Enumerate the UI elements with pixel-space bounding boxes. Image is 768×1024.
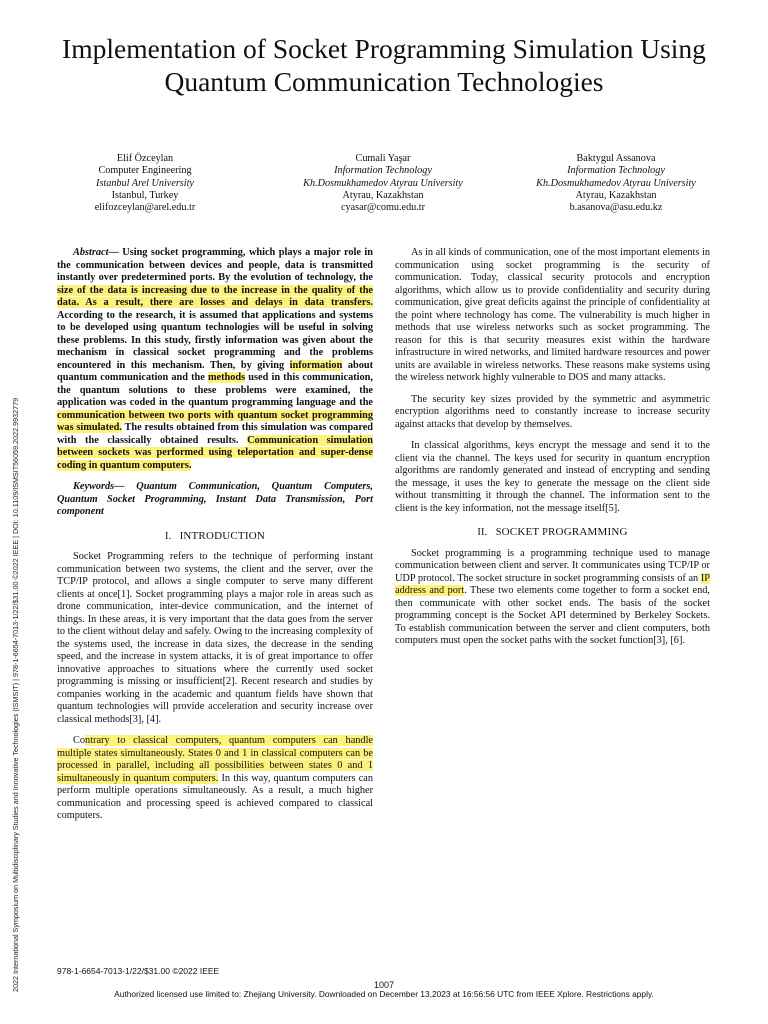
author-name: Elif Özceylan xyxy=(116,153,174,164)
author-name: Baktygul Assanova xyxy=(576,153,656,164)
paragraph: As in all kinds of communication, one of the most important elements in communication using socket programming is the security of communication. Today, classical security protocols and encryption algorithms, which allow us to provide confidentiality and security during communication, give great deficits against the principle of confidentiality at the point where technology has come. The vulnerability is much higher in methods that use wireless networks such as socket programming. The reason for this is that security measures exist within the hardware infrastructure in wired networks, and limited hardware resources and power units are available in wireless networks. These reasons make systems using the wireless network highly vulnerable to DOS and many attacks. xyxy=(395,247,710,383)
highlight: methods xyxy=(207,372,246,383)
paragraph: Socket programming is a programming technique used to manage communication between client and server. It communicates using TCP/IP or UDP protocol. The socket structure in socket programming consists of an IP address and port. These two elements come together to form a socket end, then communicate with other socket ends. The basis of the socket programming concept is the Socket API determined by Berkeley Sockets. To establish communication between the server and client computers, both computers must open the socket paths with the socket function[3], [6]. xyxy=(395,547,710,646)
highlight: size of the data is increasing due to the increase in the quality of the data. As a result, there are losses and delays in data transfers. xyxy=(57,284,373,308)
highlight: ntrary to classical computers, quantum computers can handle multiple states simultaneously. States 0 and 1 in classical computers can be processed in parallel, including all possibilities between states 0 and 1 simultaneously in quantum computers. xyxy=(57,735,373,784)
left-column xyxy=(57,247,373,832)
author-university: Kh.Dosmukhamedov Atyrau University xyxy=(303,177,463,189)
paragraph: The security key sizes provided by the symmetric and asymmetric encryption algorithms need to constantly increase to increase security against attacks that develop by themselves. xyxy=(395,393,710,430)
conference-sidebar: 2022 International Symposium on Multidisciplinary Studies and Innovative Technologies (ISMSIT) | 978-1-6654-7013-1/22/$31.00 ©2022 IEEE | DOI: 10.1109/ISMSIT56059.2022.9932779 xyxy=(11,397,20,992)
keywords: Keywords— Quantum Communication, Quantum Computers, Quantum Socket Programming, Instant Data Transmission, Port component xyxy=(57,481,373,517)
license-notice: Authorized licensed use limited to: Zhejiang University. Downloaded on December 13,2023 at 16:56:56 UTC from IEEE Xplore. Restrictions apply. xyxy=(114,989,654,999)
author-block-2 xyxy=(287,153,479,214)
page-number: 1007 xyxy=(373,980,395,990)
author-city: Atyrau, Kazakhstan xyxy=(575,189,657,201)
author-email: elifozceylan@arel.edu.tr xyxy=(94,202,196,214)
highlight: information xyxy=(289,359,343,371)
author-university: Kh.Dosmukhamedov Atyrau University xyxy=(536,177,696,189)
paper-title: Implementation of Socket Programming Simulation Using Quantum Communication Technologies xyxy=(62,33,706,97)
author-block-3 xyxy=(520,153,712,214)
author-dept: Computer Engineering xyxy=(98,165,192,177)
footer-isbn: 978-1-6654-7013-1/22/$31.00 ©2022 IEEE xyxy=(57,966,220,976)
author-name: Cumali Yaşar xyxy=(355,153,411,164)
highlight: IP address and port xyxy=(395,572,710,596)
author-email: cyasar@comu.edu.tr xyxy=(340,202,426,214)
paragraph: Socket Programming refers to the technique of performing instant communication between two systems, the client and the server, over the TCP/IP protocol, and allows a single computer to serve many different clients at once[1]. Socket programming plays a major role in areas such as drone communication, inter-device communication, and the internet of things. In these areas, it is very important that the data goes from the server to the client without delay and safely. Owing to the increasing complexity of the systems used, the increase in data sizes, the decrease in the sending speed, and the increase in system attacks, it is of great importance to offer innovative approaches to situations where the currently used socket programming is missing or insufficient[2]. Recent research and studies by companies working in the academic and quantum fields have shown that quantum technologies will provide acceleration and security increase over classical methods[3], [4]. xyxy=(57,551,373,725)
paragraph: Contrary to classical computers, quantum computers can handle multiple states simultaneously. States 0 and 1 in classical computers can be processed in parallel, including all possibilities between states 0 and 1 simultaneously in quantum computers. In this way, quantum computers can perform multiple operations simultaneously. As a result, a much higher communication and processing speed is achieved compared to classical computers. xyxy=(57,735,373,821)
author-city: Istanbul, Turkey xyxy=(111,189,179,201)
author-dept: Information Technology xyxy=(567,165,665,177)
paragraph: In classical algorithms, keys encrypt the message and send it to the client via the channel. The keys used for security in quantum encryption algorithms are randomly generated and instead of encrypting and sending the message, it uses the key to generate the message on the client side without transmitting it through the channel. The information sent to the client is the key information, not the message itself[5]. xyxy=(395,440,710,514)
right-column xyxy=(395,247,710,657)
abstract: Abstract— Using socket programming, which plays a major role in the communication between devices and people, data is transmitted instantly over predetermined ports. By the evolution of technology, the size of the data is increasing due to the increase in the quality of the data. As a result, there are losses and delays in data transfers. According to the research, it is assumed that applications and systems to be developed using quantum technologies will be useful in solving these problems. In this study, firstly information was given about the mechanism in classical socket programming and the problems encountered in this mechanism. Then, by giving information about quantum communication and the methods used in this communication, the quantum solutions to these problems were examined, the application was coded in the quantum programming language and the communication between two ports with quantum socket programming was simulated. The results obtained from this simulation was compared with the classically obtained results. Communication simulation between sockets was performed using teleportation and super-dense coding in quantum computers. xyxy=(57,247,373,471)
section-heading-socket-programming: II. SOCKET PROGRAMMING xyxy=(477,526,628,538)
author-dept: Information Technology xyxy=(334,165,432,177)
section-heading-introduction: I. INTRODUCTION xyxy=(164,529,265,542)
highlight: Communication simulation between sockets was performed using teleportation and super-dense coding in quantum computers. xyxy=(57,434,373,471)
author-email: b.asanova@asu.edu.kz xyxy=(569,202,663,214)
author-block-1 xyxy=(60,153,230,214)
author-city: Atyrau, Kazakhstan xyxy=(342,189,424,201)
highlight: communication between two ports with quantum socket programming was simulated. xyxy=(57,409,373,433)
author-university: Istanbul Arel University xyxy=(96,177,194,189)
